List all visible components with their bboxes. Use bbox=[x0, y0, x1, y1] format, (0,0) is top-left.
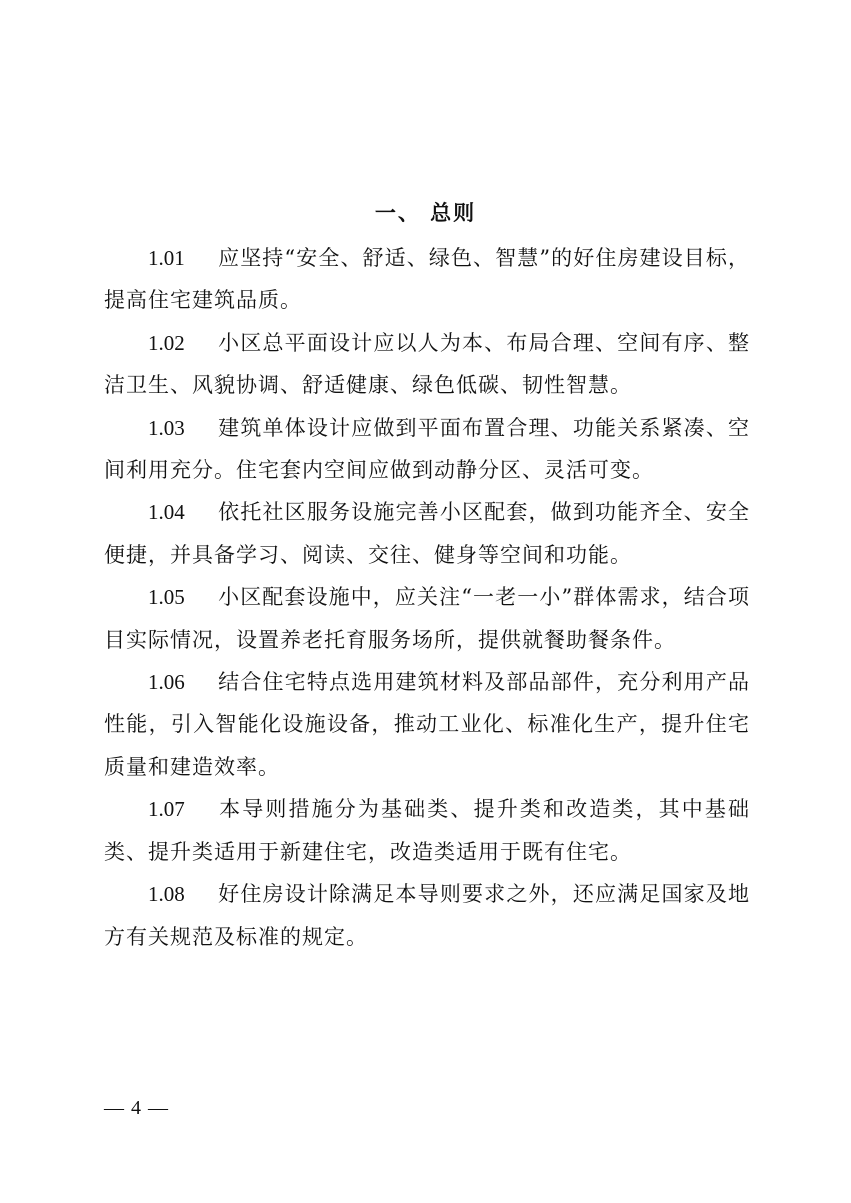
clause-1-02 bbox=[104, 322, 750, 407]
clause-1-04 bbox=[104, 491, 750, 576]
clause-text: 结合住宅特点选用建筑材料及部品部件，充分利用产品性能，引入智能化设施设备，推动工业化、标准化生产，提升住宅质量和建造效率。 bbox=[104, 670, 750, 779]
clause-text: 建筑单体设计应做到平面布置合理、功能关系紧凑、空间利用充分。住宅套内空间应做到动静分区、灵活可变。 bbox=[104, 415, 750, 483]
clause-text: 好住房设计除满足本导则要求之外，还应满足国家及地方有关规范及标准的规定。 bbox=[104, 882, 750, 949]
clause-1-07 bbox=[104, 788, 750, 873]
clause-number: 1.07 bbox=[148, 797, 185, 822]
clause-1-01 bbox=[104, 237, 750, 322]
clause-number: 1.06 bbox=[148, 670, 185, 695]
clause-text: 小区总平面设计应以人为本、布局合理、空间有序、整洁卫生、风貌协调、舒适健康、绿色低碳、韧性智慧。 bbox=[104, 330, 750, 398]
clause-number: 1.02 bbox=[148, 330, 185, 355]
clause-text: 应坚持“安全、舒适、绿色、智慧”的好住房建设目标，提高住宅建筑品质。 bbox=[104, 246, 750, 313]
clause-1-05 bbox=[104, 576, 750, 661]
clause-number: 1.03 bbox=[148, 415, 185, 440]
clause-list bbox=[104, 237, 750, 958]
clause-text: 小区配套设施中，应关注“一老一小”群体需求，结合项目实际情况，设置养老托育服务场所，提供就餐助餐条件。 bbox=[104, 585, 750, 652]
page-number: — 4 — bbox=[104, 1097, 169, 1119]
clause-text: 本导则措施分为基础类、提升类和改造类，其中基础类、提升类适用于新建住宅，改造类适用于既有住宅。 bbox=[104, 797, 750, 864]
section-title: 一、 总则 bbox=[374, 201, 477, 225]
clause-1-08 bbox=[104, 873, 750, 958]
clause-1-03 bbox=[104, 407, 750, 492]
clause-number: 1.01 bbox=[148, 246, 185, 270]
clause-number: 1.05 bbox=[148, 585, 185, 610]
clause-number: 1.08 bbox=[148, 882, 185, 907]
clause-number: 1.04 bbox=[148, 500, 185, 525]
clause-text: 依托社区服务设施完善小区配套，做到功能齐全、安全便捷，并具备学习、阅读、交往、健身等空间和功能。 bbox=[104, 500, 750, 567]
clause-1-06 bbox=[104, 661, 750, 788]
